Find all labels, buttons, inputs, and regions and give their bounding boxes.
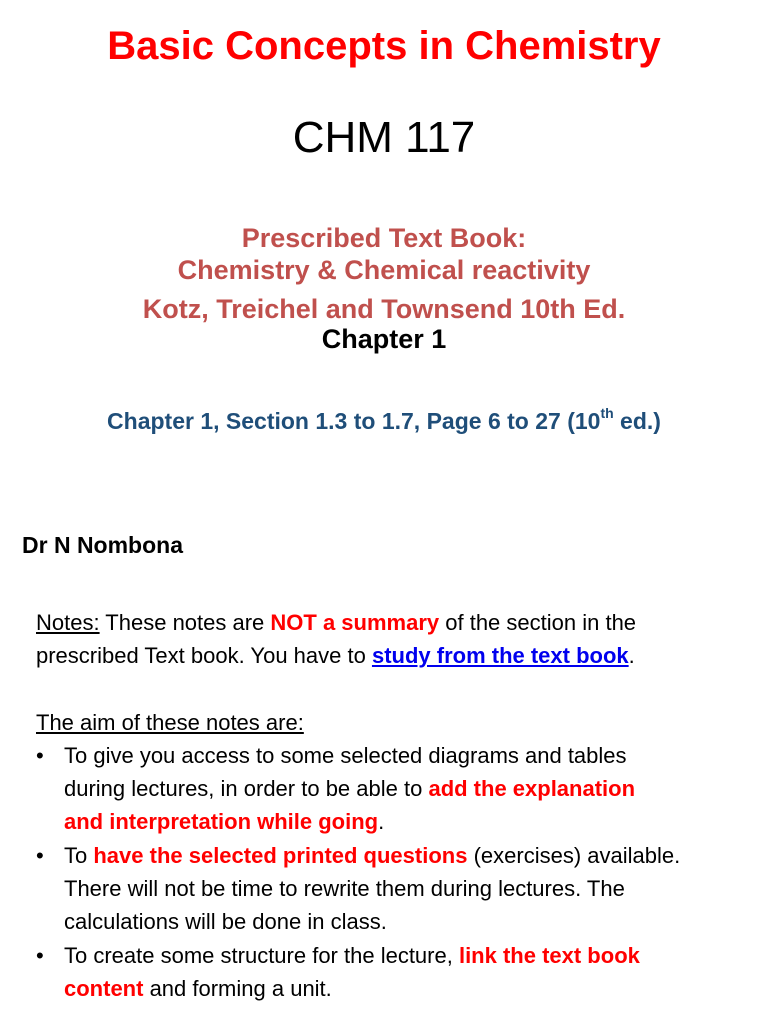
bullet-emphasis: and interpretation while going bbox=[64, 809, 379, 834]
textbook-title: Chemistry & Chemical reactivity bbox=[177, 255, 591, 285]
bullet-text: There will not be time to rewrite them during lectures. The bbox=[64, 876, 625, 901]
bullet-dot: • bbox=[36, 743, 44, 768]
notes-emphasis: NOT a summary bbox=[270, 610, 440, 635]
aim-bullet-text bbox=[64, 939, 640, 1005]
chapter-heading: Chapter 1 bbox=[321, 324, 447, 354]
notes-line-2 bbox=[36, 639, 636, 672]
textbook-authors: Kotz, Treichel and Townsend 10th Ed. bbox=[142, 294, 626, 324]
study-textbook-link[interactable]: study from the text book bbox=[371, 643, 629, 668]
course-code: CHM 117 bbox=[292, 113, 476, 162]
bullet-text: calculations will be done in class. bbox=[64, 909, 387, 934]
bullet-text: during lectures, in order to be able to bbox=[64, 776, 429, 801]
bullet-dot: • bbox=[36, 943, 44, 968]
bullet-text: . bbox=[378, 809, 385, 834]
reading-reference-main: Chapter 1, Section 1.3 to 1.7, Page 6 to 27 (10 bbox=[107, 408, 601, 434]
bullet-emphasis: have the selected printed questions bbox=[93, 843, 468, 868]
bullet-text: (exercises) available. bbox=[467, 843, 681, 868]
reading-reference-end: ed.) bbox=[613, 408, 661, 434]
reading-reference bbox=[0, 406, 768, 436]
notes-text: These notes are bbox=[99, 610, 271, 635]
notes-text: . bbox=[628, 643, 635, 668]
notes-text: of the section in the bbox=[439, 610, 637, 635]
notes-label: Notes: bbox=[36, 610, 100, 635]
bullet-text: To create some structure for the lecture, bbox=[64, 943, 459, 968]
bullet-text: and forming a unit. bbox=[143, 976, 332, 1001]
notes-line-1 bbox=[36, 606, 636, 639]
page-title: Basic Concepts in Chemistry bbox=[107, 24, 661, 68]
bullet-emphasis: content bbox=[64, 976, 144, 1001]
notes-text: prescribed Text book. You have to bbox=[36, 643, 372, 668]
bullet-text: To give you access to some selected diagrams and tables bbox=[64, 743, 627, 768]
aim-heading: The aim of these notes are: bbox=[36, 710, 304, 735]
bullet-text: To bbox=[64, 843, 94, 868]
reading-reference-superscript: th bbox=[600, 405, 614, 422]
aim-bullet-text bbox=[64, 839, 680, 938]
textbook-label: Prescribed Text Book: bbox=[241, 223, 527, 253]
lecturer-name: Dr N Nombona bbox=[22, 532, 183, 558]
notes-paragraph bbox=[36, 606, 636, 672]
aim-bullet-text bbox=[64, 739, 635, 838]
bullet-dot: • bbox=[36, 843, 44, 868]
bullet-emphasis: link the text book bbox=[458, 943, 640, 968]
bullet-emphasis: add the explanation bbox=[428, 776, 636, 801]
